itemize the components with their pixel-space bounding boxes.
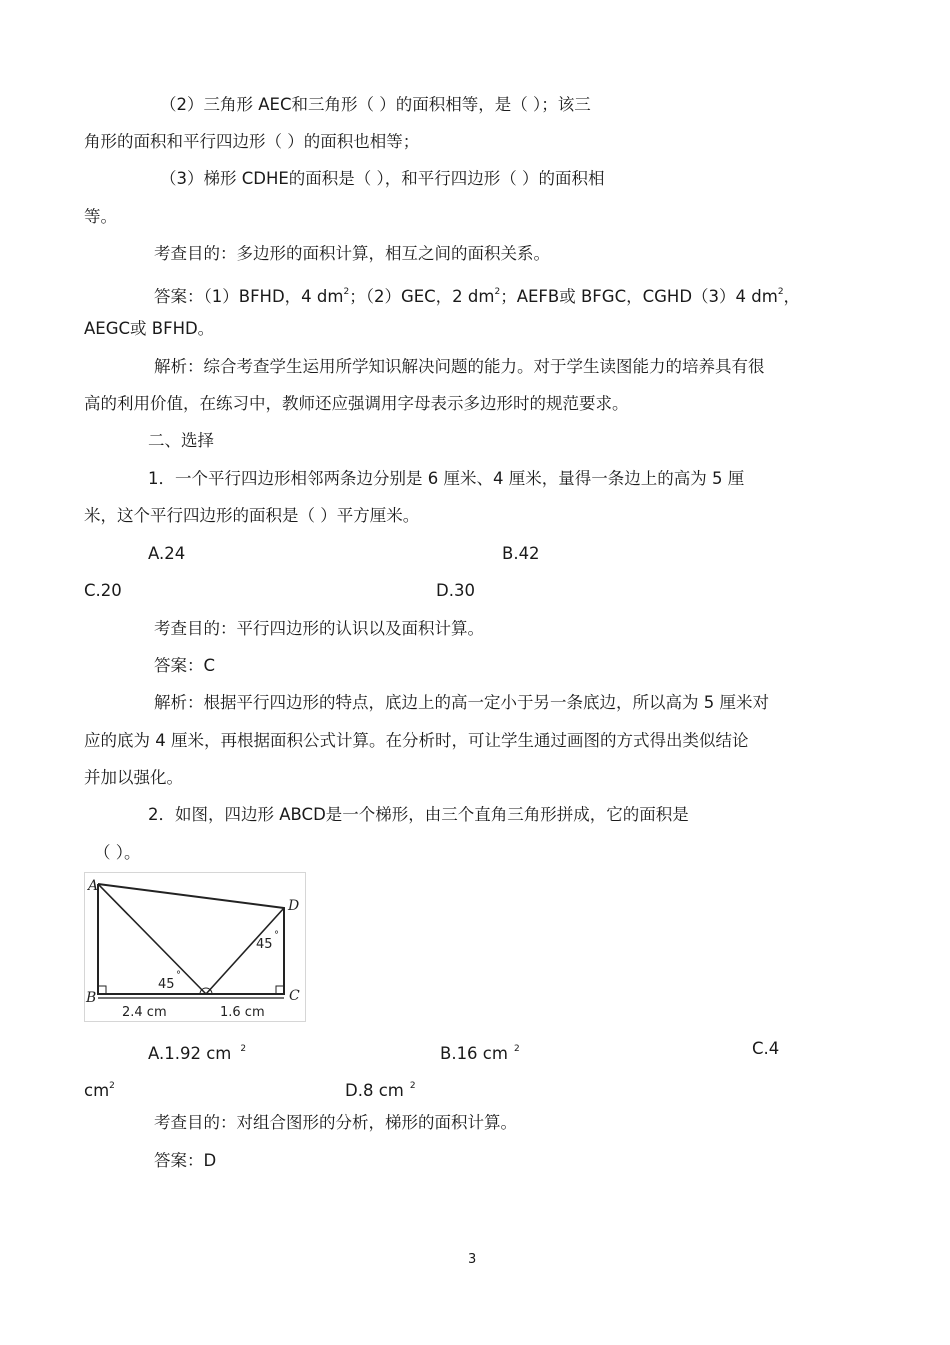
- answer-part: ；AEFB或 BFGC，CGHD（3）4 dm: [500, 287, 778, 306]
- degree-symbol: °: [274, 930, 279, 941]
- option-d: [345, 1075, 416, 1102]
- angle-left-label: 45: [158, 977, 175, 992]
- text-line: AEGC或 BFHD。: [84, 319, 215, 338]
- vertex-c-label: C: [289, 988, 300, 1004]
- option-b-text: B.16 cm: [440, 1044, 508, 1063]
- option-b: B.42: [502, 544, 540, 563]
- section-heading: 二、选择: [148, 431, 214, 450]
- option-a: [148, 1038, 246, 1065]
- option-d-text: D.8 cm: [345, 1081, 404, 1100]
- length-left-label: 2.4 cm: [122, 1005, 167, 1020]
- text-line: 答案：C: [154, 656, 216, 675]
- superscript: 2: [240, 1044, 247, 1054]
- vertex-b-label: B: [86, 990, 97, 1006]
- text-line: 考查目的：平行四边形的认识以及面积计算。: [154, 619, 484, 638]
- answer-part: ，: [783, 287, 801, 306]
- question-line: （ ）。: [94, 843, 141, 862]
- option-b: [440, 1038, 520, 1065]
- length-right-label: 1.6 cm: [220, 1005, 265, 1020]
- superscript: 2: [513, 1044, 520, 1054]
- text-line: （3）梯形 CDHE的面积是（ ），和平行四边形（ ）的面积相: [160, 169, 605, 188]
- text-line: 高的利用价值，在练习中，教师还应强调用字母表示多边形时的规范要求。: [84, 394, 629, 413]
- text-line: 应的底为 4 厘米，再根据面积公式计算。在分析时，可让学生通过画图的方式得出类似结论: [84, 731, 749, 750]
- angle-right-label: 45: [256, 937, 273, 952]
- text-line: 考查目的：对组合图形的分析，梯形的面积计算。: [154, 1113, 517, 1132]
- degree-symbol: °: [176, 970, 181, 981]
- trapezoid-figure: [84, 872, 306, 1022]
- superscript: 2: [494, 287, 501, 297]
- text-line: 并加以强化。: [84, 768, 183, 787]
- answer-line: [154, 281, 800, 308]
- answer-part: ；（2）GEC，2 dm: [349, 287, 495, 306]
- vertex-d-label: D: [288, 898, 300, 914]
- text-line: 角形的面积和平行四边形（ ）的面积也相等；: [84, 132, 420, 151]
- text-line: （2）三角形 AEC和三角形（ ）的面积相等，是（ ）；该三: [160, 95, 591, 114]
- superscript: 2: [409, 1081, 416, 1091]
- question-line: 米，这个平行四边形的面积是（ ）平方厘米。: [84, 506, 420, 525]
- option-c: C.20: [84, 581, 122, 600]
- option-a: A.24: [148, 544, 186, 563]
- superscript: 2: [777, 287, 784, 297]
- option-c-unit: [84, 1075, 115, 1102]
- page-number: 3: [468, 1252, 477, 1267]
- text-line: 答案：D: [154, 1151, 217, 1170]
- text-line: 解析：根据平行四边形的特点，底边上的高一定小于另一条底边，所以高为 5 厘米对: [154, 693, 769, 712]
- option-d: D.30: [436, 581, 475, 600]
- superscript: 2: [343, 287, 350, 297]
- text-line: 等。: [84, 207, 117, 226]
- option-a-text: A.1.92 cm: [148, 1044, 232, 1063]
- question-line: 1．一个平行四边形相邻两条边分别是 6 厘米、4 厘米，量得一条边上的高为 5 厘: [148, 469, 745, 488]
- option-c: C.4: [752, 1039, 780, 1058]
- text-line: 考查目的：多边形的面积计算，相互之间的面积关系。: [154, 244, 550, 263]
- answer-part: 答案：（1）BFHD，4 dm: [154, 287, 344, 306]
- unit-text: cm: [84, 1081, 110, 1100]
- text-line: 解析：综合考查学生运用所学知识解决问题的能力。对于学生读图能力的培养具有很: [154, 357, 765, 376]
- question-line: 2．如图，四边形 ABCD是一个梯形，由三个直角三角形拼成，它的面积是: [148, 805, 689, 824]
- vertex-a-label: A: [88, 878, 99, 894]
- superscript: 2: [109, 1081, 115, 1091]
